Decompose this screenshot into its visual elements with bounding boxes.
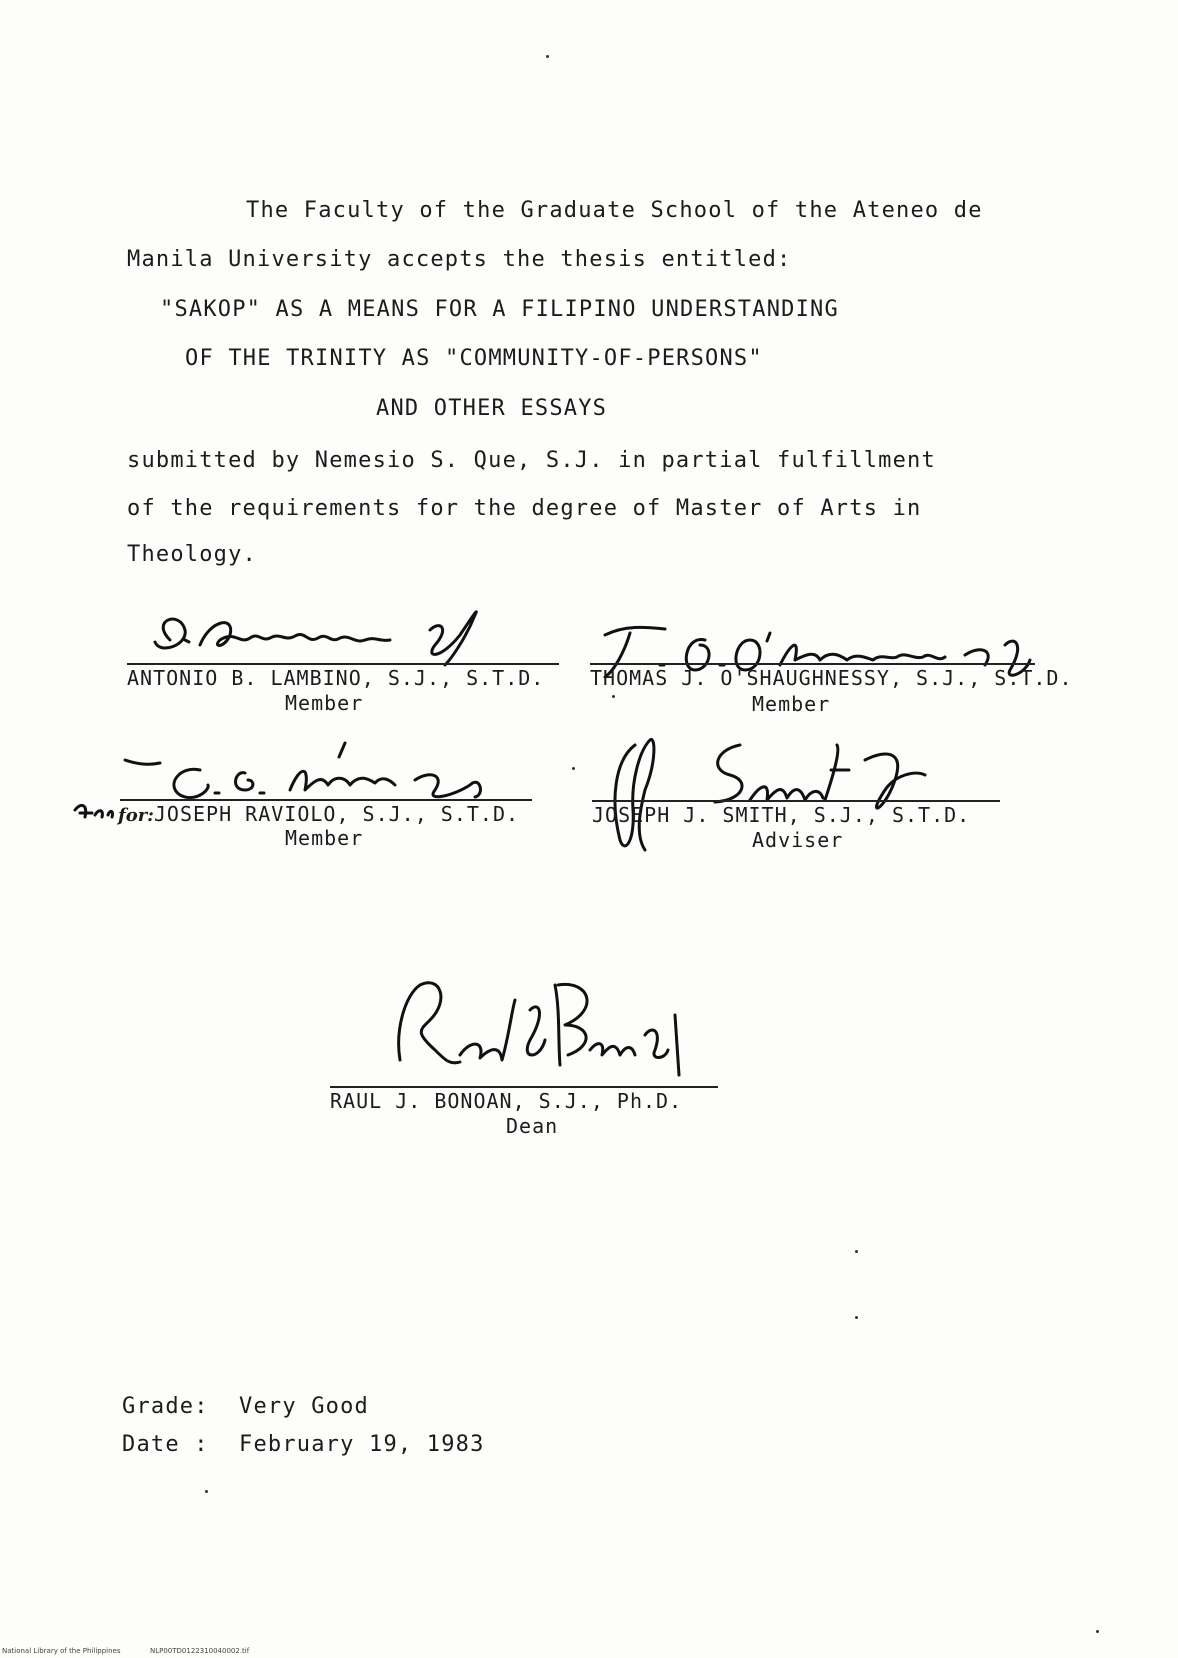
- date-value: February 19, 1983: [239, 1432, 485, 1457]
- scan-speck: [572, 767, 575, 770]
- signatory-name-lambino: ANTONIO B. LAMBINO, S.J., S.T.D.: [127, 666, 545, 690]
- signatory-name-raviolo: [118, 802, 519, 828]
- grade-value: Very Good: [239, 1394, 370, 1419]
- scan-speck: [855, 1316, 858, 1319]
- signature-line-bonoan: [330, 1086, 718, 1088]
- submission-line-2: of the requirements for the degree of Master of Arts in: [127, 496, 922, 521]
- thesis-title-line-2: OF THE TRINITY AS "COMMUNITY-OF-PERSONS": [185, 346, 763, 371]
- submission-line-1: submitted by Nemesio S. Que, S.J. in partial fulfillment: [127, 448, 936, 473]
- signed-for-prefix: for:: [118, 805, 154, 826]
- scan-speck: [546, 55, 549, 58]
- grade-label: Grade:: [122, 1394, 209, 1419]
- intro-line-2: Manila University accepts the thesis entitled:: [127, 247, 792, 272]
- signatory-name-smith: JOSEPH J. SMITH, S.J., S.T.D.: [592, 803, 971, 827]
- signature-line-oshaughnessy: [590, 663, 1035, 665]
- signature-line-raviolo: [120, 799, 532, 801]
- footer-library-credit: National Library of the Philippines: [2, 1647, 121, 1655]
- scan-speck: [855, 1250, 858, 1253]
- signature-line-smith: [592, 800, 1000, 802]
- signature-line-lambino: [127, 663, 559, 665]
- signature-lambino: [140, 600, 500, 670]
- signatory-role-oshaughnessy: Member: [752, 692, 831, 716]
- signatory-name-raviolo-text: JOSEPH RAVIOLO, S.J., S.T.D.: [153, 802, 520, 826]
- thesis-title-line-1: "SAKOP" AS A MEANS FOR A FILIPINO UNDERSTANDING: [160, 297, 839, 322]
- signatory-role-lambino: Member: [285, 691, 364, 715]
- signatory-name-oshaughnessy: THOMAS J. O'SHAUGHNESSY, S.J., S.T.D.: [590, 666, 1073, 690]
- scan-speck: [612, 695, 615, 698]
- signatory-role-raviolo: Member: [285, 826, 364, 850]
- scan-speck: [1096, 1630, 1099, 1633]
- signature-bonoan: [390, 970, 690, 1080]
- footer-file-id: NLP00TD0122310040002.tif: [150, 1647, 250, 1655]
- thesis-title-line-3: AND OTHER ESSAYS: [376, 396, 608, 421]
- signatory-role-smith: Adviser: [752, 828, 844, 852]
- intro-line-1: The Faculty of the Graduate School of the Ateneo de: [246, 198, 983, 223]
- date-label: Date :: [122, 1432, 209, 1457]
- scan-speck: [205, 1490, 208, 1493]
- submission-line-3: Theology.: [127, 542, 258, 567]
- signatory-name-bonoan: RAUL J. BONOAN, S.J., Ph.D.: [330, 1089, 683, 1113]
- signatory-role-bonoan: Dean: [506, 1114, 559, 1138]
